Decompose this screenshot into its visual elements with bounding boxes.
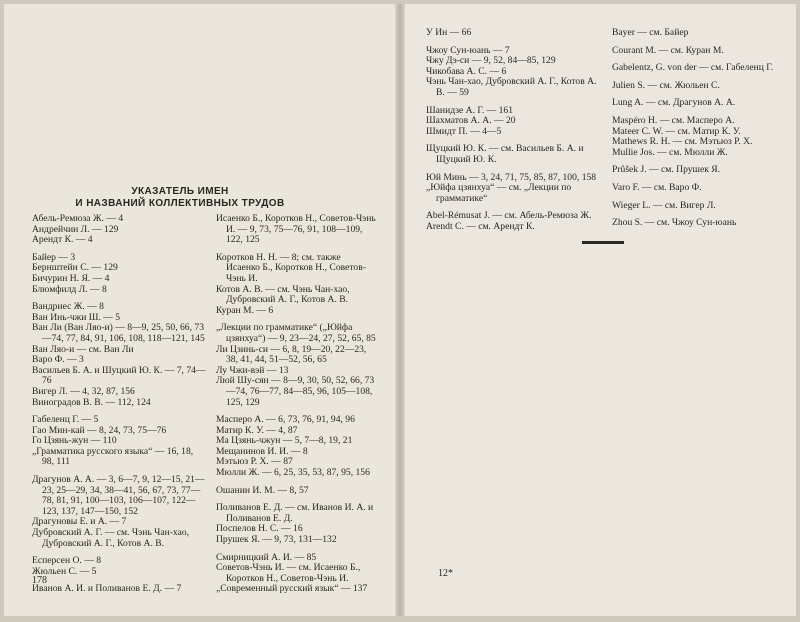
index-entry: Исаенко Б., Коротков Н., Советов-Чэнь И. — 9, 73, 75—76, 91, 108—109, 122, 125: [216, 213, 376, 246]
index-entry: Смирницкий А. И. — 85: [216, 551, 317, 563]
index-entry: Коротков Н. Н. — 8; см. также Исаенко Б., Коротков Н., Советов-Чэнь И.: [216, 251, 366, 284]
index-entry: „Современный русский язык“ — 137: [216, 583, 368, 595]
index-entry: Масперо А. — 6, 73, 76, 91, 94, 96: [216, 414, 355, 426]
index-entry: Го Цзянь-жун — 110: [32, 435, 117, 447]
index-entry: Арендт К. — 4: [32, 234, 93, 246]
index-entry: Мюлли Ж. — 6, 25, 35, 53, 87, 95, 156: [216, 467, 370, 479]
index-entry: Шахматов А. А. — 20: [426, 115, 516, 127]
index-entry: Мещанинов И. И. — 8: [216, 445, 308, 457]
index-entry: Иванов А. И. и Поливанов Е. Д. — 7: [32, 583, 182, 595]
index-entry: Драгунов А. А. — 3, 6—7, 9, 12—15, 21—23, 25—29, 34, 38—41, 56, 67, 73, 77—78, 81, 91, 100—103, 106—107, 122—123, 137, 147—150, 152: [32, 474, 205, 517]
index-heading-line1: УКАЗАТЕЛЬ ИМЕН: [131, 186, 229, 197]
index-entry: Mateer C. W. — см. Матир К. У.: [612, 125, 741, 137]
index-entry: Котов А. В. — см. Чэнь Чан-хао, Дубровский А. Г., Котов А. В.: [216, 283, 350, 306]
index-entry: Lung A. — см. Драгунов А. А.: [612, 97, 736, 109]
index-entry: Arendt C. — см. Арендт К.: [426, 220, 535, 232]
index-entry: Поспелов Н. С. — 16: [216, 523, 303, 535]
index-entry: Ван Ляо-и — см. Ван Ли: [32, 343, 134, 355]
index-entry: Блюмфилд Л. — 8: [32, 283, 107, 295]
book-gutter: [395, 4, 405, 616]
index-entry: Ли Цзинь-си — 6, 8, 19—20, 22—23, 38, 41, 44, 51—52, 56, 65: [216, 343, 367, 366]
index-entry: Чэнь Чан-хао, Дубровский А. Г., Котов А. В. — 59: [426, 76, 597, 98]
index-entry: Julien S. — см. Жюльен С.: [612, 79, 720, 91]
index-entry: Бичурин Н. Я. — 4: [32, 272, 110, 284]
index-entry: Андрейчин Л. — 129: [32, 223, 119, 235]
index-entry: Прушек Я. — 9, 73, 131—132: [216, 534, 337, 546]
index-heading: [60, 186, 300, 210]
index-entry: Дубровский А. Г. — см. Чэнь Чан-хао, Дубровский А. Г., Котов А. В.: [32, 527, 190, 549]
index-entry: Чжу Дэ-си — 9, 52, 84—85, 129: [426, 55, 556, 67]
index-column-right-1: [426, 28, 606, 233]
index-entry: Жюльен С. — 5: [32, 565, 97, 577]
index-entry: Ван Ли (Ван Ляо-и) — 8—9, 25, 50, 66, 73—74, 77, 84, 91, 106, 108, 118—121, 145: [32, 322, 205, 344]
index-entry: Ошанин И. М. — 8, 57: [216, 484, 309, 496]
index-heading-line2: И НАЗВАНИЙ КОЛЛЕКТИВНЫХ ТРУДОВ: [75, 198, 285, 209]
index-entry: Ма Цзянь-чжун — 5, 7—8, 19, 21: [216, 435, 353, 447]
index-entry: Люй Шу-сян — 8—9, 30, 50, 52, 66, 73—74, 76—77, 84—85, 96, 105—108, 125, 129: [216, 375, 375, 408]
index-entry: Abel-Rémusat J. — см. Абель-Ремюза Ж.: [426, 210, 592, 222]
index-entry: Gabelentz, G. von der — см. Габеленц Г.: [612, 62, 774, 74]
index-entry: Мэтьюз Р. Х. — 87: [216, 456, 293, 468]
index-entry: Чжоу Сун-юань — 7: [426, 44, 510, 56]
end-rule: [582, 241, 624, 244]
index-entry: Байер — 3: [32, 251, 76, 263]
index-entry: Виноградов В. В. — 112, 124: [32, 396, 151, 408]
index-entry: Матир К. У. — 4, 87: [216, 424, 298, 436]
index-entry: Щуцкий Ю. К. — см. Васильев Б. А. и Щуцкий Ю. К.: [426, 143, 584, 165]
index-entry: Wieger L. — см. Вигер Л.: [612, 199, 716, 211]
index-entry: Юй Минь — 3, 24, 71, 75, 85, 87, 100, 158: [426, 171, 597, 183]
page-number-left: 178: [32, 575, 47, 586]
index-entry: Maspéro H. — см. Масперо А.: [612, 114, 735, 126]
index-column-left-2: [216, 214, 376, 595]
page-number-right: 12*: [438, 568, 453, 579]
index-entry: Bayer — см. Байер: [612, 27, 689, 38]
index-entry: Габеленц Г. — 5: [32, 414, 99, 426]
index-entry: Поливанов Е. Д. — см. Иванов И. А. и Поливанов Е. Д.: [216, 502, 374, 524]
index-entry: Шмидт П. — 4—5: [426, 125, 502, 137]
index-entry: Ван Инь-чжи Ш. — 5: [32, 311, 121, 323]
index-entry: Советов-Чэнь И. — см. Исаенко Б., Коротков Н., Советов-Чэнь И.: [216, 562, 361, 584]
index-entry: Лу Чжи-вэй — 13: [216, 364, 289, 376]
index-entry: У Ин — 66: [426, 27, 472, 38]
index-entry: Куран М. — 6: [216, 304, 274, 316]
index-entry: Шанидзе А. Г. — 161: [426, 104, 514, 116]
index-column-left-1: [32, 214, 206, 595]
index-entry: „Лекции по грамматике“ („Юйфа цзянхуа“) — 9, 23—24, 27, 52, 65, 85: [216, 322, 376, 344]
index-column-right-2: [612, 28, 780, 229]
index-entry: Průšek J. — см. Прушек Я.: [612, 164, 721, 176]
index-entry: „Грамматика русского языка“ — 16, 18, 98, 111: [32, 445, 194, 468]
index-entry: „Юйфа цзянхуа“ — см. „Лекции по грамматике“: [426, 182, 572, 204]
index-entry: Драгуновы Е. и А. — 7: [32, 516, 127, 528]
index-entry: Вандриес Ж. — 8: [32, 301, 104, 313]
index-entry: Varo F. — см. Варо Ф.: [612, 181, 702, 193]
index-entry: Courant M. — см. Куран М.: [612, 44, 724, 56]
index-entry: Вигер Л. — 4, 32, 87, 156: [32, 385, 135, 397]
index-entry: Mathews R. H. — см. Мэтьюз Р. Х.: [612, 136, 753, 148]
index-entry: Варо Ф. — 3: [32, 354, 84, 366]
index-entry: Абель-Ремюза Ж. — 4: [32, 213, 124, 224]
index-entry: Zhou S. — см. Чжоу Сун-юань: [612, 217, 737, 229]
index-entry: Бернштейн С. — 129: [32, 262, 118, 274]
index-entry: Mullie Jos. — см. Мюлли Ж.: [612, 146, 728, 158]
index-entry: Гао Мин-кай — 8, 24, 73, 75—76: [32, 424, 167, 436]
index-entry: Есперсен О. — 8: [32, 555, 101, 567]
index-entry: Чикобава А. С. — 6: [426, 65, 507, 77]
index-entry: Васильев Б. А. и Шуцкий Ю. К. — 7, 74—76: [32, 364, 206, 387]
